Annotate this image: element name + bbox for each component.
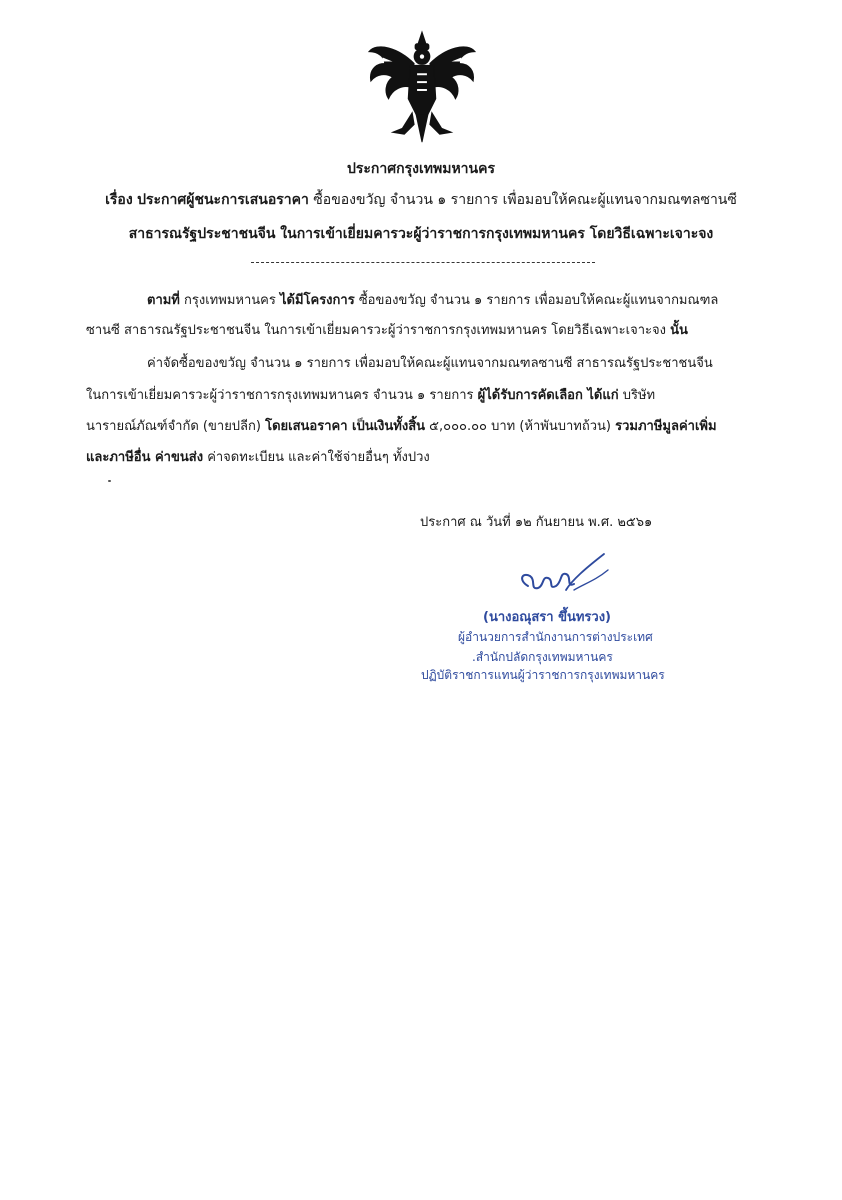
handwritten-signature-icon (508, 550, 612, 602)
subject-line-2 (60, 223, 782, 245)
body-line-2 (86, 319, 688, 340)
price-label: โดยเสนอราคา เป็นเงินทั้งสิ้น (265, 419, 426, 434)
subject-bold: ประกาศผู้ชนะการเสนอราคา (137, 192, 309, 208)
project-text-2: ซานซี สาธารณรัฐประชาชนจีน ในการเข้าเยี่ยมคารวะผู้ว่าราชการกรุงเทพมหานคร โดยวิธีเฉพาะเจาะจง (86, 323, 666, 338)
announcement-date: ประกาศ ณ วันที่ ๑๒ กันยายน พ.ศ. ๒๕๖๑ (420, 515, 653, 530)
scan-speck (108, 480, 111, 482)
lead-word: ตามที่ (147, 293, 180, 308)
signatory-position-1: ผู้อำนวยการสำนักงานการต่างประเทศ (458, 630, 653, 644)
signatory-position-3: ปฏิบัติราชการแทนผู้ว่าราชการกรุงเทพมหานคร (421, 668, 665, 682)
dashed-divider (251, 262, 595, 263)
tax-shipping-label: และภาษีอื่น ค่าขนส่ง (86, 450, 204, 465)
subject-text-2: สาธารณรัฐประชาชนจีน ในการเข้าเยี่ยมคารวะผู้ว่าราชการกรุงเทพมหานคร โดยวิธีเฉพาะเจาะจง (128, 226, 714, 242)
purchase-text: ค่าจัดซื้อของขวัญ จำนวน ๑ รายการ เพื่อมอบให้คณะผู้แทนจากมณฑลซานซี สาธารณรัฐประชาชนจีน (147, 356, 713, 371)
body-line-6 (86, 446, 430, 467)
price-amount: ๕,๐๐๐.๐๐ บาท (ห้าพันบาทถ้วน) (429, 419, 611, 434)
subject-text: ซื้อของขวัญ จำนวน ๑ รายการ เพื่อมอบให้คณะผู้แทนจากมณฑลซานซี (313, 192, 737, 208)
subject-line-1 (60, 189, 782, 211)
subject-label: เรื่อง (105, 192, 133, 208)
garuda-emblem-icon (363, 30, 481, 148)
agency-name: กรุงเทพมหานคร (184, 293, 276, 308)
body-line-1 (147, 289, 718, 310)
signatory-name: (นางอณุสรา ขึ้นทรวง) (483, 610, 612, 625)
company-name: นารายณ์ภัณฑ์จำกัด (ขายปลีก) (86, 419, 261, 434)
document-title: ประกาศกรุงเทพมหานคร (347, 161, 495, 177)
company-prefix: บริษัท (622, 388, 656, 403)
project-label: ได้มีโครงการ (279, 293, 355, 308)
body-line-5 (86, 415, 717, 436)
body-line-4 (86, 384, 655, 405)
signatory-position-2: .สำนักปลัดกรุงเทพมหานคร (472, 650, 613, 664)
line-end-word: นั้น (670, 323, 688, 338)
body-line-3 (147, 352, 713, 373)
purchase-text-2: ในการเข้าเยี่ยมคารวะผู้ว่าราชการกรุงเทพมหานคร จำนวน ๑ รายการ (86, 388, 474, 403)
other-expenses-text: ค่าจดทะเบียน และค่าใช้จ่ายอื่นๆ ทั้งปวง (207, 450, 430, 465)
winner-label: ผู้ได้รับการคัดเลือก ได้แก่ (477, 388, 619, 403)
vat-label: รวมภาษีมูลค่าเพิ่ม (615, 419, 717, 434)
project-text: ซื้อของขวัญ จำนวน ๑ รายการ เพื่อมอบให้คณะผู้แทนจากมณฑล (358, 293, 719, 308)
